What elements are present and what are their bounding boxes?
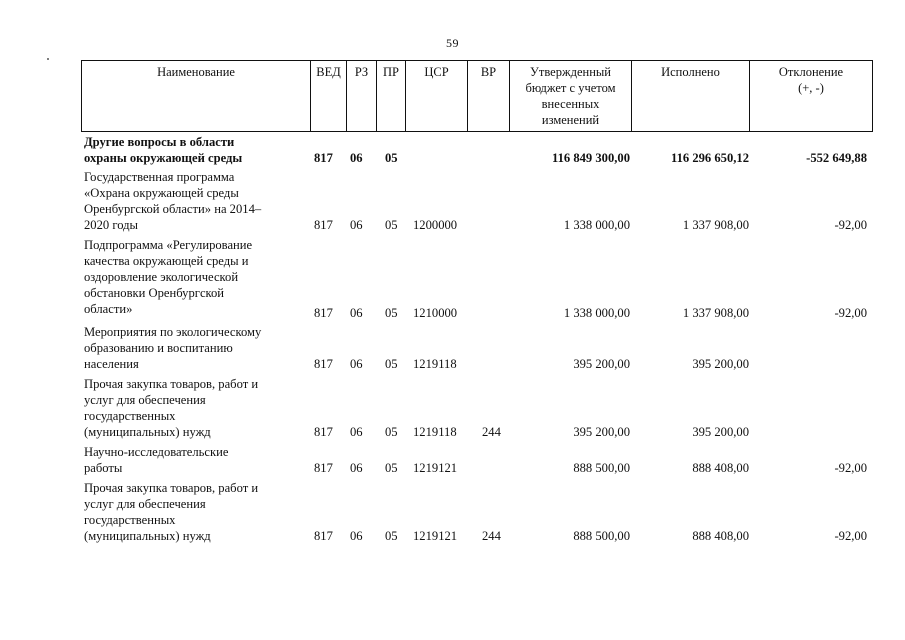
row-rz: 06 [350,151,363,165]
row-pr: 05 [385,461,398,475]
table-row [84,169,874,233]
row-rz: 06 [350,218,363,232]
margin-mark [47,58,49,60]
row-ved: 817 [314,151,333,165]
row-done: 888 408,00 [692,461,749,475]
row-name: Государственная программа «Охрана окружающей среды Оренбургской области» на 2014– 2020 годы [84,170,262,232]
row-budget: 888 500,00 [573,529,630,543]
row-ved: 817 [314,306,333,320]
row-deviation: -92,00 [834,218,867,232]
row-csr: 1210000 [413,306,458,320]
row-name: Мероприятия по экологическому образованию и воспитанию населения [84,325,262,371]
header-done: Исполнено [632,61,750,132]
row-ved: 817 [314,425,333,439]
row-name: Подпрограмма «Регулирование качества окружающей среды и оздоровление экологической обстановки Оренбургской области» [84,238,253,316]
row-deviation: -92,00 [834,306,867,320]
row-done: 116 296 650,12 [670,151,749,165]
header-vr: ВР [468,61,510,132]
row-pr: 05 [385,529,398,543]
row-budget: 1 338 000,00 [563,306,630,320]
row-ved: 817 [314,357,333,371]
table-row [84,376,874,440]
row-name: Другие вопросы в области охраны окружающей среды [84,135,243,165]
header-name: Наименование [82,61,311,132]
row-ved: 817 [314,218,333,232]
row-pr: 05 [385,357,398,371]
row-pr: 05 [385,425,398,439]
table-row [84,134,874,166]
row-csr: 1200000 [413,218,458,232]
row-deviation: -552 649,88 [806,151,867,165]
row-deviation: -92,00 [834,461,867,475]
row-budget: 395 200,00 [573,357,630,371]
header-ved: ВЕД [311,61,347,132]
row-budget: 116 849 300,00 [551,151,630,165]
row-pr: 05 [385,151,398,165]
row-rz: 06 [350,306,363,320]
row-name: Научно-исследовательские работы [84,445,229,475]
row-budget: 1 338 000,00 [563,218,630,232]
row-pr: 05 [385,306,398,320]
row-done: 888 408,00 [692,529,749,543]
row-ved: 817 [314,461,333,475]
row-pr: 05 [385,218,398,232]
row-done: 395 200,00 [692,425,749,439]
row-csr: 1219121 [413,461,458,475]
table-row [84,444,874,476]
row-rz: 06 [350,357,363,371]
row-rz: 06 [350,461,363,475]
page-number: 59 [446,36,459,50]
header-pr: ПР [377,61,406,132]
table-row [84,324,874,372]
header-budget: Утвержденный бюджет с учетом внесенных изменений [510,61,632,132]
row-csr: 1219118 [413,425,457,439]
header-csr: ЦСР [406,61,468,132]
row-csr: 1219118 [413,357,457,371]
header-deviation: Отклонение (+, -) [778,65,844,95]
row-ved: 817 [314,529,333,543]
row-csr: 1219121 [413,529,458,543]
row-vr: 244 [482,425,501,439]
header-rz: РЗ [347,61,377,132]
table-row [84,480,874,544]
row-vr: 244 [482,529,501,543]
row-rz: 06 [350,529,363,543]
row-budget: 888 500,00 [573,461,630,475]
table-header [81,60,873,132]
row-done: 1 337 908,00 [682,306,749,320]
row-done: 1 337 908,00 [682,218,749,232]
table-row [84,237,874,321]
row-budget: 395 200,00 [573,425,630,439]
row-deviation: -92,00 [834,529,867,543]
row-done: 395 200,00 [692,357,749,371]
row-name: Прочая закупка товаров, работ и услуг для обеспечения государственных (муниципальных) нужд [84,481,259,543]
row-name: Прочая закупка товаров, работ и услуг для обеспечения государственных (муниципальных) нужд [84,377,259,439]
row-rz: 06 [350,425,363,439]
